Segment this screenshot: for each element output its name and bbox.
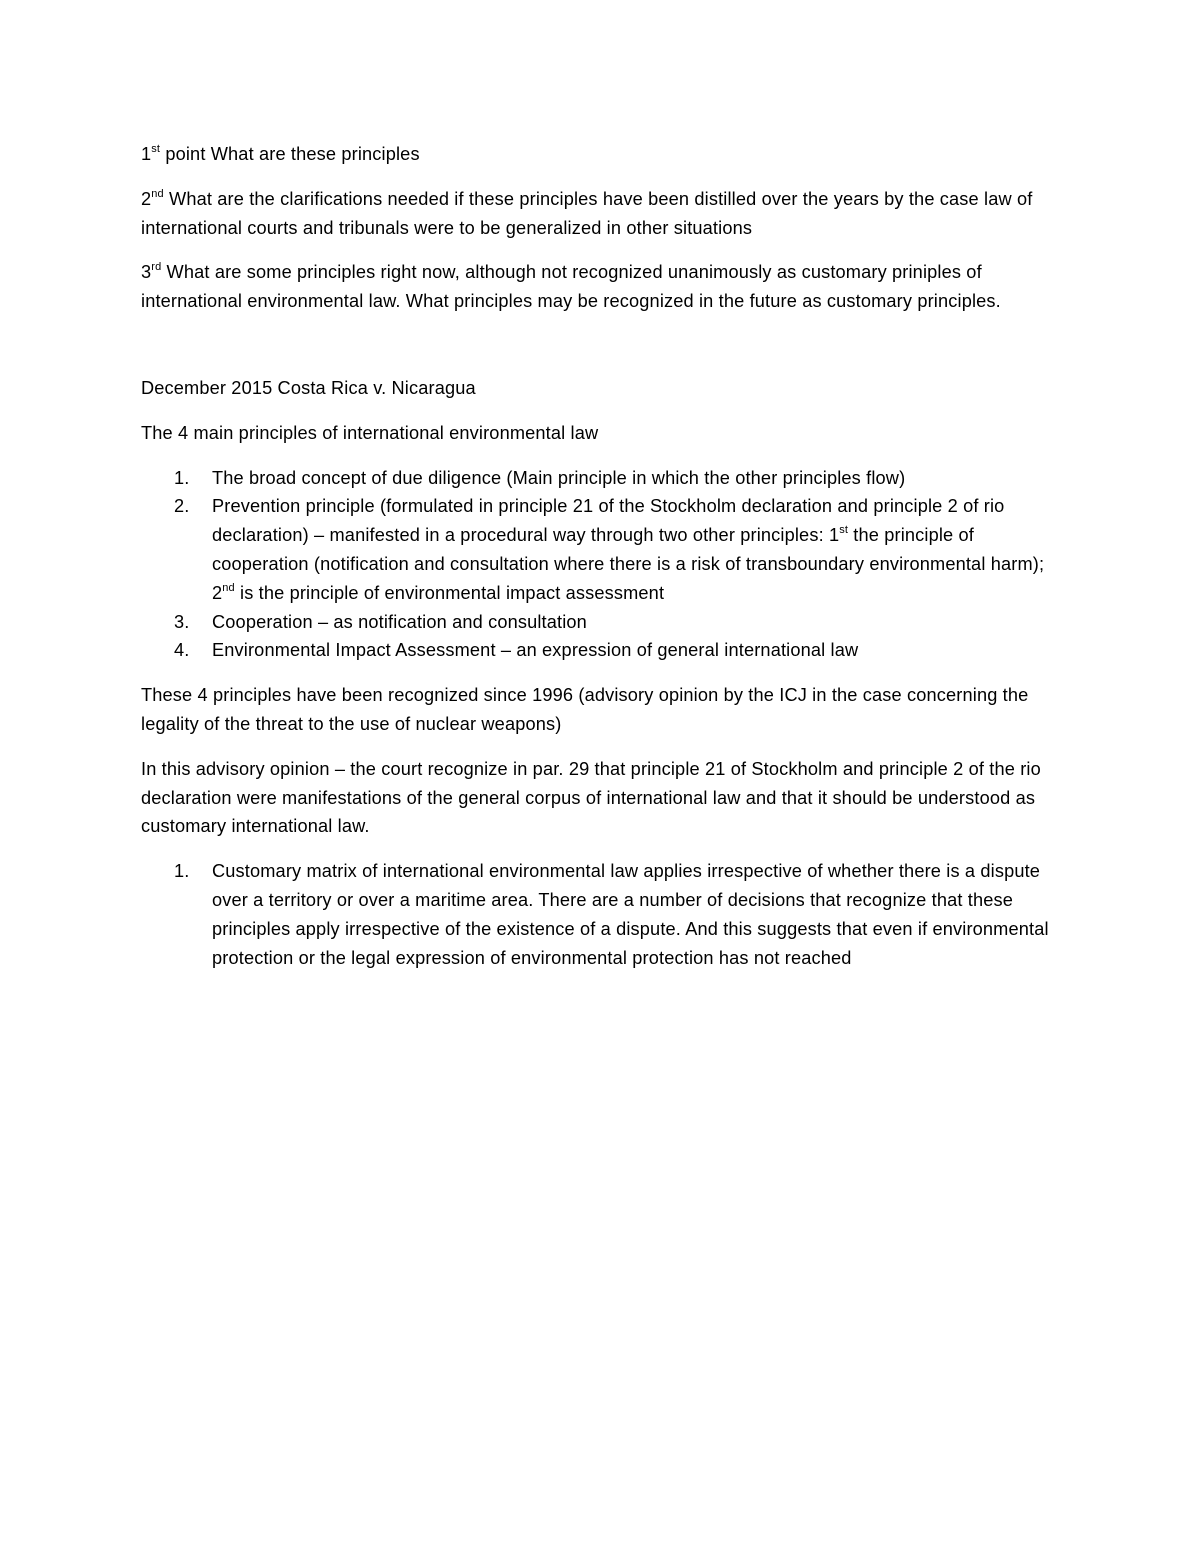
list-item-text: Customary matrix of international environmental law applies irrespective of whether there is a dispute over a territory or over a maritime area. There are a number of decisions that recognize that these principles apply irrespective of the existence of a dispute. And this suggests that even if environmental protection or the legal expression of environmental protection has not reached (212, 861, 1049, 968)
list-item-text: the principle of cooperation (notification and consultation where there is a risk of transboundary environmental harm); 2 (212, 525, 1045, 603)
list-item-text: Environmental Impact Assessment – an expression of general international law (212, 640, 859, 661)
point-text: point What are these principles (160, 144, 420, 164)
point-third (141, 258, 1056, 316)
point-text: What are some principles right now, although not recognized unanimously as customary priniples of international environmental law. What principles may be recognized in the future as customary principles. (141, 262, 1001, 312)
list-item-text: Cooperation – as notification and consultation (212, 611, 587, 632)
point-number: 2 (141, 188, 152, 209)
list-number: 4. (174, 640, 190, 661)
list-number: 3. (174, 611, 190, 632)
point-second (141, 185, 1056, 243)
list-item (141, 608, 1056, 637)
point-text: What are the clarifications needed if these principles have been distilled over the years by the case law of international courts and tribunals were to be generalized in other situations (141, 188, 1033, 238)
blank-spacer (141, 332, 1056, 374)
list-number: 2. (174, 496, 190, 517)
customary-list (141, 857, 1056, 972)
list-item (141, 464, 1056, 493)
ordinal-suffix: st (151, 142, 161, 155)
recognized-paragraph: These 4 principles have been recognized since 1996 (advisory opinion by the ICJ in the case concerning the legality of the threat to the use of nuclear weapons) (141, 685, 1029, 734)
list-item-text: The broad concept of due diligence (Main principle in which the other principles flow) (212, 467, 906, 488)
list-item-text: Prevention principle (formulated in principle 21 of the Stockholm declaration and principle 2 of rio declaration) – manifested in a procedural way through two other principles: 1 (212, 496, 1005, 546)
list-item (141, 492, 1056, 607)
point-number: 3 (141, 262, 152, 283)
ordinal-suffix: rd (151, 261, 162, 274)
list-item (141, 857, 1056, 972)
ordinal-suffix: nd (151, 187, 164, 200)
principles-intro: The 4 main principles of international environmental law (141, 422, 599, 443)
principles-list (141, 464, 1056, 666)
ordinal-suffix: nd (222, 581, 235, 594)
point-first (141, 140, 1056, 169)
document-body (141, 140, 1056, 988)
point-number: 1 (141, 144, 152, 164)
list-item (141, 636, 1056, 665)
case-heading: December 2015 Costa Rica v. Nicaragua (141, 377, 476, 398)
list-number: 1. (174, 861, 190, 882)
advisory-paragraph: In this advisory opinion – the court recognize in par. 29 that principle 21 of Stockholm and principle 2 of the rio declaration were manifestations of the general corpus of international law and that it should be understood as customary international law. (141, 758, 1041, 837)
list-item-text: is the principle of environmental impact assessment (234, 582, 665, 603)
ordinal-suffix: st (839, 524, 849, 537)
list-number: 1. (174, 467, 190, 488)
